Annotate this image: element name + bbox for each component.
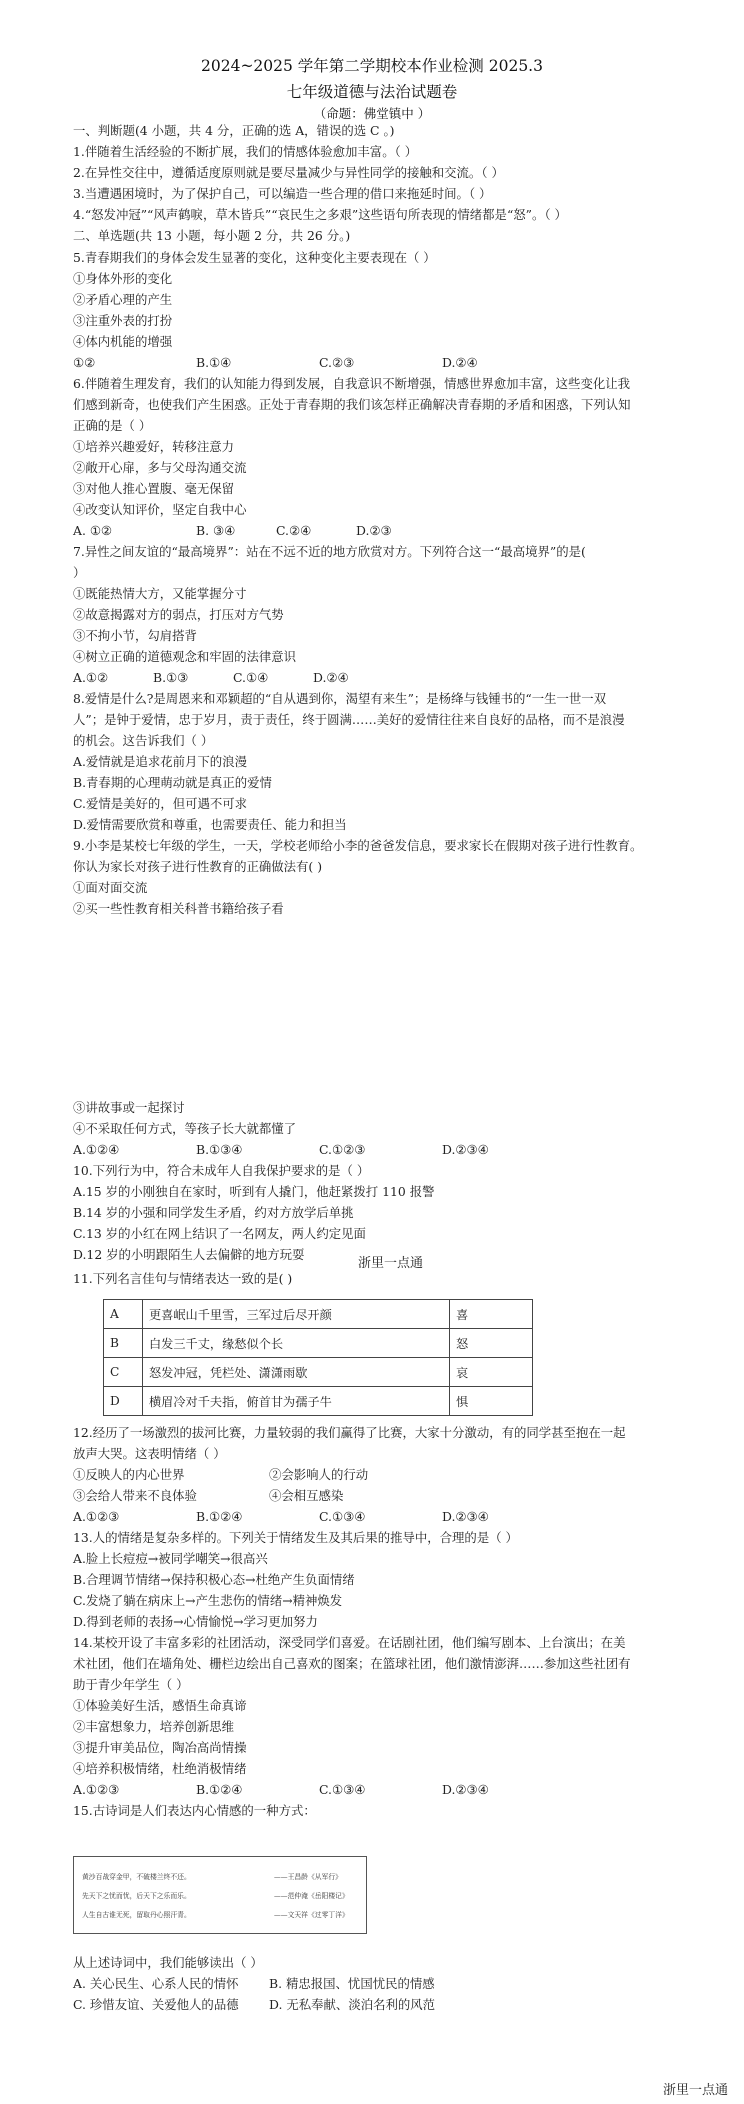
poem-line: 人生自古谁无死，留取丹心照汗青。	[82, 1911, 191, 1919]
option-line: ③提升审美品位，陶冶高尚情操	[73, 1740, 247, 1755]
option-line: ③不拘小节，勾肩搭背	[73, 628, 197, 643]
answer-option: B.①②④	[196, 1782, 243, 1797]
answer-option: D.②③④	[442, 1142, 489, 1157]
answer-option: C.①③④	[319, 1509, 366, 1524]
answer-options	[73, 1142, 489, 1158]
answer-option: ①②	[73, 355, 96, 370]
option-line: ①培养兴趣爱好，转移注意力	[73, 439, 235, 454]
answer-options	[73, 1509, 489, 1525]
answer-option: A.①②③	[73, 1782, 120, 1797]
answer-option: B.①③	[153, 670, 189, 685]
question-line: 从上述诗词中，我们能够读出（ ）	[73, 1955, 263, 1970]
question-line: 1.伴随着生活经验的不断扩展，我们的情感体验愈加丰富。（ ）	[73, 144, 418, 159]
poem-line: 黄沙百战穿金甲，不破楼兰终不还。	[82, 1873, 191, 1881]
question-line: 12.经历了一场激烈的拔河比赛，力量较弱的我们赢得了比赛，大家十分激动，有的同学甚至抱在一起	[73, 1425, 626, 1440]
option-line: C.发烧了躺在病床上→产生悲伤的情绪→精神焕发	[73, 1593, 343, 1608]
question-line: 助于青少年学生（ ）	[73, 1677, 189, 1692]
answer-option: D.②③	[356, 523, 392, 538]
table-cell: D	[104, 1387, 143, 1416]
option-line: B.合理调节情绪→保持积极心态→杜绝产生负面情绪	[73, 1572, 355, 1587]
question-line: 8.爱情是什么?是周恩来和邓颖超的“自从遇到你，渴望有来生”；是杨绛与钱锺书的“一生一世一双	[73, 691, 607, 706]
watermark: 浙里一点通	[358, 1256, 424, 1271]
option-line: ①面对面交流	[73, 880, 148, 895]
statement-option: ④会相互感染	[269, 1488, 344, 1503]
answer-option: C. 珍惜友谊、关爱他人的品德	[73, 1997, 239, 2012]
answer-option: B.①②④	[196, 1509, 243, 1524]
option-line: A.爱情就是追求花前月下的浪漫	[73, 754, 247, 769]
option-line: ②敞开心扉，多与父母沟通交流	[73, 460, 247, 475]
option-line: ①体验美好生活，感悟生命真谛	[73, 1698, 247, 1713]
statement-options	[73, 1488, 343, 1504]
question-line: 术社团，他们在墙角处、栅栏边绘出自己喜欢的图案；在篮球社团，他们激情澎湃……参加这些社团有	[73, 1656, 631, 1671]
table-cell: 怒	[450, 1329, 533, 1358]
question-line: 你认为家长对孩子进行性教育的正确做法有( )	[73, 859, 323, 874]
statement-option: ②会影响人的行动	[269, 1467, 369, 1482]
option-line: ④不采取任何方式，等孩子长大就都懂了	[73, 1121, 297, 1136]
question-line: 13.人的情绪是复杂多样的。下列关于情绪发生及其后果的推导中，合理的是（ ）	[73, 1530, 518, 1545]
answer-option: B.①③④	[196, 1142, 243, 1157]
option-line: ④体内机能的增强	[73, 334, 173, 349]
option-line: ③讲故事或一起探讨	[73, 1100, 185, 1115]
table-cell: 白发三千丈，缘愁似个长	[143, 1329, 450, 1358]
answer-options	[73, 1976, 435, 1992]
option-line: D.12 岁的小明跟陌生人去偏僻的地方玩耍	[73, 1247, 305, 1262]
question-line: 15.古诗词是人们表达内心情感的一种方式：	[73, 1803, 316, 1818]
answer-option: D.②③④	[442, 1782, 489, 1797]
option-line: ①身体外形的变化	[73, 271, 173, 286]
table-row	[104, 1387, 533, 1416]
option-line: D.爱情需要欣赏和尊重，也需要责任、能力和担当	[73, 817, 347, 832]
question-line: ）	[73, 565, 86, 580]
table-cell: 更喜岷山千里雪，三军过后尽开颜	[143, 1300, 450, 1329]
option-line: ③注重外表的打扮	[73, 313, 173, 328]
answer-option: C.①③④	[319, 1782, 366, 1797]
answer-options	[73, 670, 349, 686]
answer-option: D.②④	[442, 355, 478, 370]
option-line: B.青春期的心理萌动就是真正的爱情	[73, 775, 272, 790]
option-line: ④树立正确的道德观念和牢固的法律意识	[73, 649, 297, 664]
question-line: 7.异性之间友谊的“最高境界”：站在不远不近的地方欣赏对方。下列符合这一“最高境界”的是(	[73, 544, 586, 559]
option-line: ④改变认知评价，坚定自我中心	[73, 502, 247, 517]
table-cell: B	[104, 1329, 143, 1358]
statement-option: ①反映人的内心世界	[73, 1467, 185, 1482]
poem-box	[73, 1856, 367, 1934]
exam-author: （命题：佛堂镇中 ）	[313, 106, 431, 121]
q11-table	[103, 1299, 533, 1416]
option-line: ②故意揭露对方的弱点，打压对方气势	[73, 607, 284, 622]
section-heading: 二、单选题(共 13 小题，每小题 2 分，共 26 分。)	[73, 228, 351, 243]
answer-option: A. ①②	[73, 523, 113, 538]
table-cell: 喜	[450, 1300, 533, 1329]
question-line: 5.青春期我们的身体会发生显著的变化，这种变化主要表现在（ ）	[73, 250, 436, 265]
answer-option: D.②③④	[442, 1509, 489, 1524]
question-line: 11.下列名言佳句与情绪表达一致的是( )	[73, 1271, 293, 1286]
answer-option: A.①②	[73, 670, 109, 685]
answer-option: A.①②④	[73, 1142, 120, 1157]
answer-options	[73, 523, 392, 539]
option-line: ②矛盾心理的产生	[73, 292, 173, 307]
option-line: C.爱情是美好的，但可遇不可求	[73, 796, 248, 811]
table-row	[104, 1329, 533, 1358]
poem-source: ——文天祥《过零丁洋》	[274, 1911, 349, 1919]
statement-option: ③会给人带来不良体验	[73, 1488, 197, 1503]
option-line: ④培养积极情绪，杜绝消极情绪	[73, 1761, 247, 1776]
question-line: 放声大哭。这表明情绪（ ）	[73, 1446, 226, 1461]
watermark: 浙里一点通	[663, 2083, 729, 2098]
poem-source: ——范仲淹《岳阳楼记》	[274, 1892, 349, 1900]
table-cell: C	[104, 1358, 143, 1387]
question-line: 9.小李是某校七年级的学生，一天，学校老师给小李的爸爸发信息，要求家长在假期对孩子进行性教育。	[73, 838, 643, 853]
question-line: 14.某校开设了丰富多彩的社团活动，深受同学们喜爱。在话剧社团，他们编写剧本、上台演出；在美	[73, 1635, 626, 1650]
answer-option: A.①②③	[73, 1509, 120, 1524]
answer-option: B. 精忠报国、忧国忧民的情感	[269, 1976, 435, 1991]
statement-options	[73, 1467, 368, 1483]
question-line: 们感到新奇，也使我们产生困惑。正处于青春期的我们该怎样正确解决青春期的矛盾和困惑，下列认知	[73, 397, 631, 412]
poem-source: ——王昌龄《从军行》	[274, 1873, 342, 1881]
option-line: ①既能热情大方，又能掌握分寸	[73, 586, 247, 601]
question-line: 的机会。这告诉我们（ ）	[73, 733, 214, 748]
table-cell: A	[104, 1300, 143, 1329]
option-line: B.14 岁的小强和同学发生矛盾，约对方放学后单挑	[73, 1205, 354, 1220]
poem-line: 先天下之忧而忧，后天下之乐而乐。	[82, 1892, 191, 1900]
option-line: ②丰富想象力，培养创新思维	[73, 1719, 235, 1734]
question-line: 2.在异性交往中，遵循适度原则就是要尽量减少与异性同学的接触和交流。（ ）	[73, 165, 504, 180]
question-line: 3.当遭遇困境时，为了保护自己，可以编造一些合理的借口来拖延时间。（ ）	[73, 186, 492, 201]
answer-option: C.②④	[276, 523, 312, 538]
table-row	[104, 1300, 533, 1329]
table-cell: 怒发冲冠，凭栏处、潇潇雨歇	[143, 1358, 450, 1387]
answer-option: C.①②③	[319, 1142, 366, 1157]
exam-title: 2024~2025 学年第二学期校本作业检测 2025.3	[201, 57, 543, 75]
table-cell: 横眉冷对千夫指，俯首甘为孺子牛	[143, 1387, 450, 1416]
answer-option: C.①④	[233, 670, 269, 685]
option-line: C.13 岁的小红在网上结识了一名网友，两人约定见面	[73, 1226, 366, 1241]
question-line: 正确的是（ ）	[73, 418, 152, 433]
answer-option: B.①④	[196, 355, 232, 370]
answer-options	[73, 1782, 489, 1798]
question-line: 人”；是钟于爱情，忠于岁月，责于责任，终于圆满……美好的爱情往往来自良好的品格，而不是浪漫	[73, 712, 625, 727]
question-line: 6.伴随着生理发育，我们的认知能力得到发展，自我意识不断增强，情感世界愈加丰富，这些变化让我	[73, 376, 631, 391]
question-line: 4.“怒发冲冠”“风声鹤唳，草木皆兵”“哀民生之多艰”这些语句所表现的情绪都是“怒”。（ ）	[73, 207, 567, 222]
answer-option: C.②③	[319, 355, 355, 370]
table-cell: 惧	[450, 1387, 533, 1416]
answer-options	[73, 1997, 435, 2013]
option-line: A.15 岁的小刚独自在家时，听到有人撬门，他赶紧拨打 110 报警	[73, 1184, 435, 1199]
table-row	[104, 1358, 533, 1387]
answer-option: D.②④	[313, 670, 349, 685]
section-heading: 一、判断题(4 小题，共 4 分，正确的选 A，错误的选 C 。)	[73, 123, 395, 138]
question-line: 10.下列行为中，符合未成年人自我保护要求的是（ ）	[73, 1163, 370, 1178]
option-line: A.脸上长痘痘→被同学嘲笑→很高兴	[73, 1551, 268, 1566]
table-cell: 哀	[450, 1358, 533, 1387]
option-line: D.得到老师的表扬→心情愉悦→学习更加努力	[73, 1614, 318, 1629]
answer-option: D. 无私奉献、淡泊名利的风范	[269, 1997, 436, 2012]
option-line: ③对他人推心置腹、毫无保留	[73, 481, 235, 496]
option-line: ②买一些性教育相关科普书籍给孩子看	[73, 901, 284, 916]
answer-options	[73, 355, 478, 371]
exam-subtitle: 七年级道德与法治试题卷	[286, 83, 458, 101]
answer-option: B. ③④	[196, 523, 236, 538]
answer-option: A. 关心民生、心系人民的情怀	[73, 1976, 239, 1991]
